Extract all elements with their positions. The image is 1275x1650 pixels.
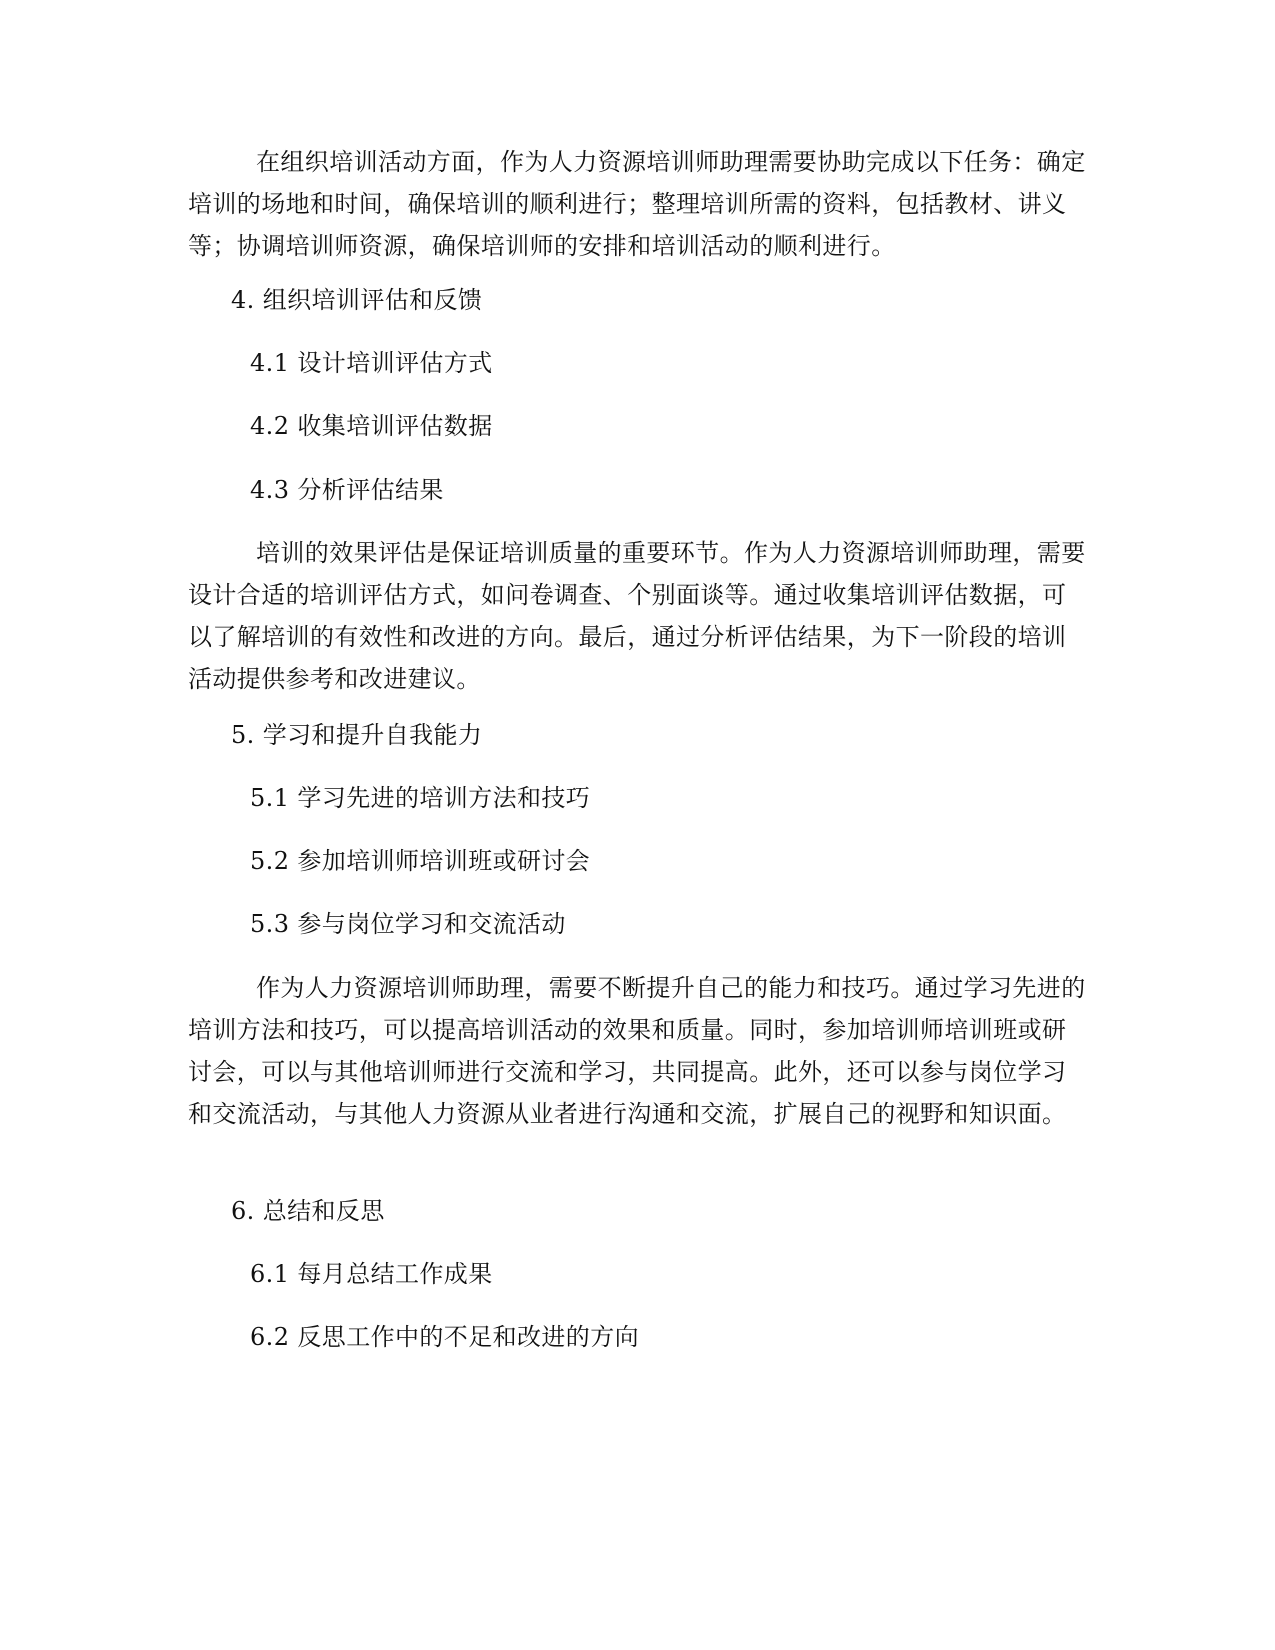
paragraph-evaluation: 培训的效果评估是保证培训质量的重要环节。作为人力资源培训师助理，需要设计合适的培训评估方式，如问卷调查、个别面谈等。通过收集培训评估数据，可以了解培训的有效性和改进的方向。最后，通过分析评估结果，为下一阶段的培训活动提供参考和改进建议。 — [188, 539, 1086, 693]
subsection-6-2: 6.2 反思工作中的不足和改进的方向 — [250, 1323, 639, 1351]
section-heading-6: 6. 总结和反思 — [231, 1197, 385, 1225]
section-heading-5: 5. 学习和提升自我能力 — [231, 721, 483, 749]
subsection-6-1: 6.1 每月总结工作成果 — [250, 1260, 493, 1288]
paragraph-training-organization: 在组织培训活动方面，作为人力资源培训师助理需要协助完成以下任务：确定培训的场地和时间，确保培训的顺利进行；整理培训所需的资料，包括教材、讲义等；协调培训师资源，确保培训师的安排和培训活动的顺利进行。 — [188, 148, 1086, 260]
subsection-4-2: 4.2 收集培训评估数据 — [250, 412, 493, 440]
subsection-4-3: 4.3 分析评估结果 — [250, 476, 444, 504]
paragraph-self-improvement: 作为人力资源培训师助理，需要不断提升自己的能力和技巧。通过学习先进的培训方法和技巧，可以提高培训活动的效果和质量。同时，参加培训师培训班或研讨会，可以与其他培训师进行交流和学习，共同提高。此外，还可以参与岗位学习和交流活动，与其他人力资源从业者进行沟通和交流，扩展自己的视野和知识面。 — [188, 974, 1086, 1128]
subsection-5-2: 5.2 参加培训师培训班或研讨会 — [250, 847, 591, 875]
subsection-5-1: 5.1 学习先进的培训方法和技巧 — [250, 784, 591, 812]
subsection-4-1: 4.1 设计培训评估方式 — [250, 349, 493, 377]
section-heading-4: 4. 组织培训评估和反馈 — [231, 286, 483, 314]
subsection-5-3: 5.3 参与岗位学习和交流活动 — [250, 910, 566, 938]
